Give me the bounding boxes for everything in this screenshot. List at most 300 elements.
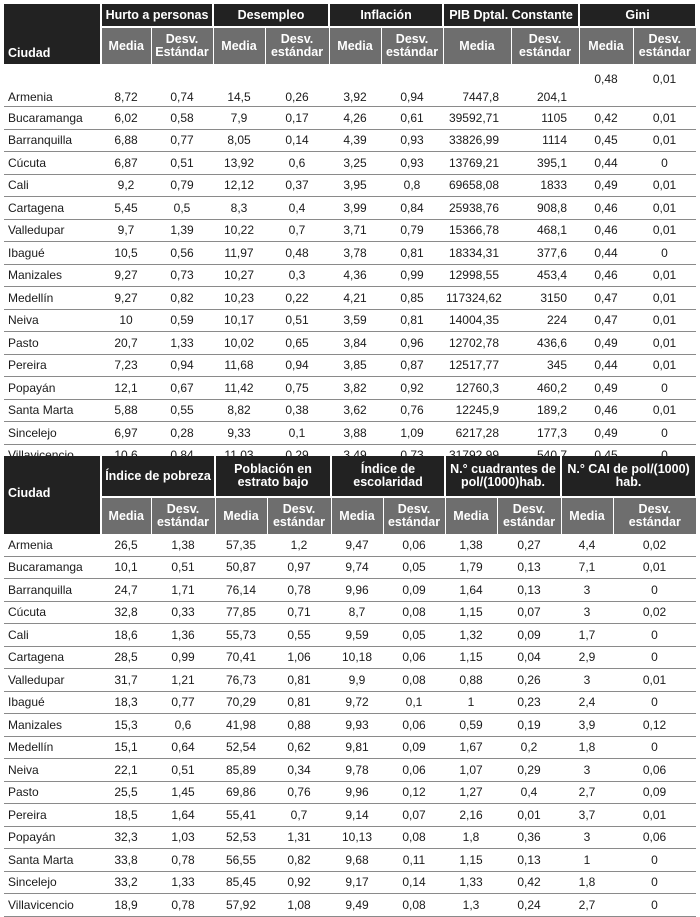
stats-table-social: [4, 456, 697, 917]
std-cell: 0,62: [267, 736, 331, 759]
subheader-mean: Media: [215, 497, 267, 534]
std-cell: 0,3: [265, 264, 329, 287]
group-header: N.° cuadrantes de pol/(1000)hab.: [445, 456, 561, 497]
std-cell: 0,55: [267, 624, 331, 647]
mean-cell: 57,92: [215, 894, 267, 917]
std-cell: 0,13: [497, 579, 561, 602]
city-cell: Pereira: [4, 354, 101, 377]
table-row: [4, 129, 696, 152]
std-cell: 0,33: [151, 601, 215, 624]
std-cell: 908,8: [511, 197, 579, 220]
table-row: [4, 219, 696, 242]
table-row: [4, 601, 696, 624]
mean-cell: 1,8: [561, 871, 613, 894]
table-row: [4, 309, 696, 332]
mean-cell: 7,1: [561, 556, 613, 579]
std-cell: 0,48: [265, 242, 329, 265]
table-row: [4, 332, 696, 355]
std-cell: 0,22: [265, 287, 329, 310]
mean-cell: 10,5: [101, 242, 151, 265]
mean-cell: 9,9: [331, 669, 383, 692]
std-cell: 0,75: [265, 377, 329, 400]
std-cell: 0: [613, 894, 696, 917]
std-cell: 0,14: [265, 129, 329, 152]
std-cell: 0,13: [497, 556, 561, 579]
std-cell: 224: [511, 309, 579, 332]
std-cell: 0: [613, 646, 696, 669]
std-cell: 1,06: [267, 646, 331, 669]
mean-cell: 9,7: [101, 219, 151, 242]
city-cell: Cali: [4, 174, 101, 197]
mean-cell: 15,1: [101, 736, 151, 759]
std-cell: 0,51: [151, 152, 213, 175]
std-cell: 0,65: [265, 332, 329, 355]
subheader-mean: Media: [445, 497, 497, 534]
std-cell: 0,7: [265, 219, 329, 242]
table-row: [4, 287, 696, 310]
mean-cell: 85,89: [215, 759, 267, 782]
subheader-std: Desv. estándar: [497, 497, 561, 534]
std-cell: 0,8: [381, 174, 443, 197]
city-cell: Cartagena: [4, 646, 101, 669]
std-cell: 0,93: [381, 152, 443, 175]
mean-cell: 6,02: [101, 107, 151, 130]
mean-cell: 57,35: [215, 534, 267, 556]
mean-cell: 3: [561, 759, 613, 782]
city-cell: Santa Marta: [4, 849, 101, 872]
std-cell: 0,01: [633, 309, 696, 332]
std-cell: 460,2: [511, 377, 579, 400]
table-row: [4, 736, 696, 759]
subheader-mean: Media: [101, 497, 151, 534]
mean-cell: 0,46: [579, 197, 633, 220]
city-cell: Popayán: [4, 826, 101, 849]
mean-cell: 6217,28: [443, 422, 511, 445]
std-cell: 1,64: [151, 804, 215, 827]
std-cell: 436,6: [511, 332, 579, 355]
mean-cell: 0,49: [579, 174, 633, 197]
std-cell: 0,09: [613, 781, 696, 804]
mean-cell: 32,8: [101, 601, 151, 624]
std-cell: 0: [613, 871, 696, 894]
city-cell: Barranquilla: [4, 129, 101, 152]
std-cell: 0,96: [381, 332, 443, 355]
mean-cell: 7,9: [213, 107, 265, 130]
mean-cell: 4,4: [561, 534, 613, 556]
mean-cell: 9,33: [213, 422, 265, 445]
mean-cell: 77,85: [215, 601, 267, 624]
std-cell: 0,78: [151, 894, 215, 917]
std-cell: 0,01: [633, 399, 696, 422]
std-cell: 0,01: [613, 556, 696, 579]
mean-cell: 22,1: [101, 759, 151, 782]
std-cell: 0,07: [497, 601, 561, 624]
mean-cell: 18,5: [101, 804, 151, 827]
std-cell: 0: [613, 579, 696, 602]
std-cell: 0,81: [381, 309, 443, 332]
mean-cell: 3: [561, 601, 613, 624]
std-cell: 395,1: [511, 152, 579, 175]
mean-cell: 1,79: [445, 556, 497, 579]
mean-cell: 1,8: [561, 736, 613, 759]
std-cell: 0: [633, 152, 696, 175]
mean-cell: 1,8: [445, 826, 497, 849]
std-cell: 0,19: [497, 714, 561, 737]
mean-cell: 8,05: [213, 129, 265, 152]
city-cell: Cartagena: [4, 197, 101, 220]
mean-cell: 3: [561, 826, 613, 849]
std-cell: 1,33: [151, 871, 215, 894]
std-cell: 177,3: [511, 422, 579, 445]
mean-cell: 9,14: [331, 804, 383, 827]
std-cell: 0,01: [633, 264, 696, 287]
std-cell: 0,01: [497, 804, 561, 827]
std-cell: 0,29: [497, 759, 561, 782]
subheader-std: Desv. estándar: [613, 497, 696, 534]
table-row: [4, 422, 696, 445]
subheader-mean: Media: [561, 497, 613, 534]
std-cell: 0,51: [151, 759, 215, 782]
mean-cell: 85,45: [215, 871, 267, 894]
mean-cell: 0,49: [579, 377, 633, 400]
mean-cell: 3,9: [561, 714, 613, 737]
city-cell: Cali: [4, 624, 101, 647]
std-cell: 1,33: [151, 332, 213, 355]
table-row: [4, 377, 696, 400]
mean-cell: 0,59: [445, 714, 497, 737]
std-cell: 0,02: [613, 601, 696, 624]
mean-cell: 1,67: [445, 736, 497, 759]
mean-cell: 3,85: [329, 354, 381, 377]
mean-cell: 14004,35: [443, 309, 511, 332]
std-cell: 0,01: [633, 107, 696, 130]
std-cell: 1,39: [151, 219, 213, 242]
group-header: Desempleo: [213, 4, 329, 27]
mean-cell: 4,21: [329, 287, 381, 310]
std-cell: 0,01: [633, 219, 696, 242]
std-cell: 0,51: [151, 556, 215, 579]
mean-cell: 2,4: [561, 691, 613, 714]
city-cell: Ibagué: [4, 242, 101, 265]
mean-cell: 5,45: [101, 197, 151, 220]
mean-cell: 13769,21: [443, 152, 511, 175]
std-cell: 0,01: [633, 354, 696, 377]
mean-cell: 0,46: [579, 399, 633, 422]
std-cell: 0,06: [613, 826, 696, 849]
mean-cell: 15,3: [101, 714, 151, 737]
table-row: [4, 556, 696, 579]
std-cell: 0: [633, 242, 696, 265]
std-cell: 1,31: [267, 826, 331, 849]
mean-cell: 9,59: [331, 624, 383, 647]
city-cell: Pasto: [4, 332, 101, 355]
table-row: [4, 826, 696, 849]
std-cell: 0,94: [381, 64, 443, 107]
mean-cell: 69658,08: [443, 174, 511, 197]
table-row: [4, 804, 696, 827]
subheader-std: Desv. estándar: [633, 27, 696, 64]
table-row: [4, 152, 696, 175]
mean-cell: 3,62: [329, 399, 381, 422]
mean-cell: 1: [561, 849, 613, 872]
mean-cell: 9,74: [331, 556, 383, 579]
std-cell: 0,09: [383, 579, 445, 602]
std-cell: 1,71: [151, 579, 215, 602]
mean-cell: 1,07: [445, 759, 497, 782]
table-row: [4, 894, 696, 917]
table-row: [4, 242, 696, 265]
table-row: [4, 781, 696, 804]
mean-cell: 9,72: [331, 691, 383, 714]
mean-cell: 9,17: [331, 871, 383, 894]
mean-cell: 3: [561, 669, 613, 692]
std-cell: 0,05: [383, 556, 445, 579]
mean-cell: 9,49: [331, 894, 383, 917]
std-cell: 0,08: [383, 601, 445, 624]
table-row: [4, 264, 696, 287]
std-cell: 0,01: [633, 129, 696, 152]
std-cell: 0,74: [151, 64, 213, 107]
std-cell: 468,1: [511, 219, 579, 242]
std-cell: 0,01: [633, 332, 696, 355]
std-cell: 0,01: [633, 174, 696, 197]
table-row: [4, 669, 696, 692]
mean-cell: 8,3: [213, 197, 265, 220]
std-cell: 0: [633, 422, 696, 445]
std-cell: 0: [633, 377, 696, 400]
mean-cell: 0,45: [579, 129, 633, 152]
std-cell: 1,21: [151, 669, 215, 692]
std-cell: 0,34: [267, 759, 331, 782]
city-cell: Villavicencio: [4, 894, 101, 917]
table-row: [4, 624, 696, 647]
city-cell: Pereira: [4, 804, 101, 827]
std-cell: 0,2: [497, 736, 561, 759]
std-cell: 0: [613, 736, 696, 759]
mean-cell: 10,17: [213, 309, 265, 332]
city-cell: Barranquilla: [4, 579, 101, 602]
mean-cell: 1,15: [445, 646, 497, 669]
std-cell: 3150: [511, 287, 579, 310]
column-header-city: Ciudad: [4, 456, 101, 534]
city-cell: Valledupar: [4, 669, 101, 692]
mean-cell: 14,5: [213, 64, 265, 107]
std-cell: 0,4: [265, 197, 329, 220]
mean-cell: 0,48: [579, 64, 633, 107]
mean-cell: 12998,55: [443, 264, 511, 287]
std-cell: 0,23: [497, 691, 561, 714]
std-cell: 0,59: [151, 309, 213, 332]
std-cell: 0,92: [381, 377, 443, 400]
std-cell: 0,81: [267, 691, 331, 714]
std-cell: 0,77: [151, 691, 215, 714]
std-cell: 0,92: [267, 871, 331, 894]
std-cell: 0,06: [383, 646, 445, 669]
city-cell: Armenia: [4, 64, 101, 107]
mean-cell: 3,7: [561, 804, 613, 827]
city-cell: Medellín: [4, 287, 101, 310]
mean-cell: 0,44: [579, 242, 633, 265]
mean-cell: 12245,9: [443, 399, 511, 422]
mean-cell: 9,78: [331, 759, 383, 782]
mean-cell: 24,7: [101, 579, 151, 602]
subheader-std: Desv. estándar: [381, 27, 443, 64]
std-cell: 0,36: [497, 826, 561, 849]
mean-cell: 12702,78: [443, 332, 511, 355]
mean-cell: 5,88: [101, 399, 151, 422]
std-cell: 0,81: [267, 669, 331, 692]
std-cell: 0,42: [497, 871, 561, 894]
std-cell: 0,24: [497, 894, 561, 917]
std-cell: 1,09: [381, 422, 443, 445]
city-cell: Sincelejo: [4, 871, 101, 894]
std-cell: 0: [613, 691, 696, 714]
mean-cell: 9,81: [331, 736, 383, 759]
mean-cell: 50,87: [215, 556, 267, 579]
mean-cell: 3,25: [329, 152, 381, 175]
std-cell: 0,85: [381, 287, 443, 310]
mean-cell: 6,97: [101, 422, 151, 445]
city-cell: Ibagué: [4, 691, 101, 714]
std-cell: 0,94: [265, 354, 329, 377]
std-cell: 0,78: [267, 579, 331, 602]
table-row: [4, 534, 696, 556]
mean-cell: 10,1: [101, 556, 151, 579]
std-cell: 0,08: [383, 894, 445, 917]
mean-cell: 56,55: [215, 849, 267, 872]
table-row: [4, 759, 696, 782]
std-cell: 0,38: [265, 399, 329, 422]
mean-cell: 0,42: [579, 107, 633, 130]
table-body: [4, 64, 696, 467]
mean-cell: 0,47: [579, 287, 633, 310]
std-cell: 0,51: [265, 309, 329, 332]
std-cell: 0,78: [151, 849, 215, 872]
city-cell: Cúcuta: [4, 601, 101, 624]
mean-cell: 9,47: [331, 534, 383, 556]
mean-cell: 3,99: [329, 197, 381, 220]
std-cell: 0,12: [383, 781, 445, 804]
std-cell: 0,93: [381, 129, 443, 152]
table-row: [4, 399, 696, 422]
mean-cell: 55,41: [215, 804, 267, 827]
std-cell: 0,26: [497, 669, 561, 692]
city-cell: Santa Marta: [4, 399, 101, 422]
mean-cell: 52,53: [215, 826, 267, 849]
city-cell: Manizales: [4, 264, 101, 287]
table-row: [4, 354, 696, 377]
std-cell: 0,77: [151, 129, 213, 152]
std-cell: 0,05: [383, 624, 445, 647]
mean-cell: 2,7: [561, 894, 613, 917]
group-header: Hurto a personas: [101, 4, 213, 27]
mean-cell: 18,3: [101, 691, 151, 714]
std-cell: 0,87: [381, 354, 443, 377]
mean-cell: 9,96: [331, 579, 383, 602]
mean-cell: 3,92: [329, 64, 381, 107]
table-row: [4, 107, 696, 130]
mean-cell: 1,33: [445, 871, 497, 894]
std-cell: 1833: [511, 174, 579, 197]
std-cell: 0,01: [633, 197, 696, 220]
mean-cell: 3,59: [329, 309, 381, 332]
city-cell: Valledupar: [4, 219, 101, 242]
std-cell: 0,7: [267, 804, 331, 827]
mean-cell: 117324,62: [443, 287, 511, 310]
std-cell: 0,07: [383, 804, 445, 827]
std-cell: 0,61: [381, 107, 443, 130]
std-cell: 453,4: [511, 264, 579, 287]
mean-cell: 18,6: [101, 624, 151, 647]
mean-cell: 70,29: [215, 691, 267, 714]
city-cell: Medellín: [4, 736, 101, 759]
mean-cell: 76,73: [215, 669, 267, 692]
city-cell: Bucaramanga: [4, 107, 101, 130]
std-cell: 0,01: [633, 64, 696, 107]
std-cell: 0,79: [151, 174, 213, 197]
subheader-std: Desv. estándar: [151, 497, 215, 534]
mean-cell: 25,5: [101, 781, 151, 804]
mean-cell: 32,3: [101, 826, 151, 849]
std-cell: 0,4: [497, 781, 561, 804]
mean-cell: 25938,76: [443, 197, 511, 220]
table-row: [4, 64, 696, 107]
table-row: [4, 714, 696, 737]
stats-table-economic: [4, 4, 697, 467]
mean-cell: 1,32: [445, 624, 497, 647]
subheader-mean: Media: [579, 27, 633, 64]
std-cell: 0,76: [267, 781, 331, 804]
subheader-std: Desv. estándar: [383, 497, 445, 534]
table-row: [4, 849, 696, 872]
subheader-std: Desv. estándar: [511, 27, 579, 64]
group-header: Gini: [579, 4, 696, 27]
mean-cell: 10,27: [213, 264, 265, 287]
mean-cell: 10,18: [331, 646, 383, 669]
std-cell: 0,67: [151, 377, 213, 400]
mean-cell: 1,15: [445, 601, 497, 624]
city-cell: Pasto: [4, 781, 101, 804]
std-cell: 0,84: [381, 197, 443, 220]
city-cell: Neiva: [4, 759, 101, 782]
group-header: Inflación: [329, 4, 443, 27]
mean-cell: 52,54: [215, 736, 267, 759]
mean-cell: 31,7: [101, 669, 151, 692]
std-cell: 0,14: [383, 871, 445, 894]
mean-cell: 39592,71: [443, 107, 511, 130]
mean-cell: 10,13: [331, 826, 383, 849]
std-cell: 0,13: [497, 849, 561, 872]
mean-cell: 70,41: [215, 646, 267, 669]
mean-cell: 0,47: [579, 309, 633, 332]
mean-cell: 4,26: [329, 107, 381, 130]
table-body: [4, 534, 696, 916]
std-cell: 0,5: [151, 197, 213, 220]
mean-cell: 4,39: [329, 129, 381, 152]
std-cell: 0,1: [383, 691, 445, 714]
mean-cell: 9,93: [331, 714, 383, 737]
subheader-mean: Media: [443, 27, 511, 64]
mean-cell: 55,73: [215, 624, 267, 647]
std-cell: 0,09: [383, 736, 445, 759]
mean-cell: 7447,8: [443, 64, 511, 107]
std-cell: 0,88: [267, 714, 331, 737]
std-cell: 0,26: [265, 64, 329, 107]
group-header: Índice de escolaridad: [331, 456, 445, 497]
mean-cell: 0,44: [579, 152, 633, 175]
mean-cell: 1,27: [445, 781, 497, 804]
std-cell: 0,08: [383, 669, 445, 692]
